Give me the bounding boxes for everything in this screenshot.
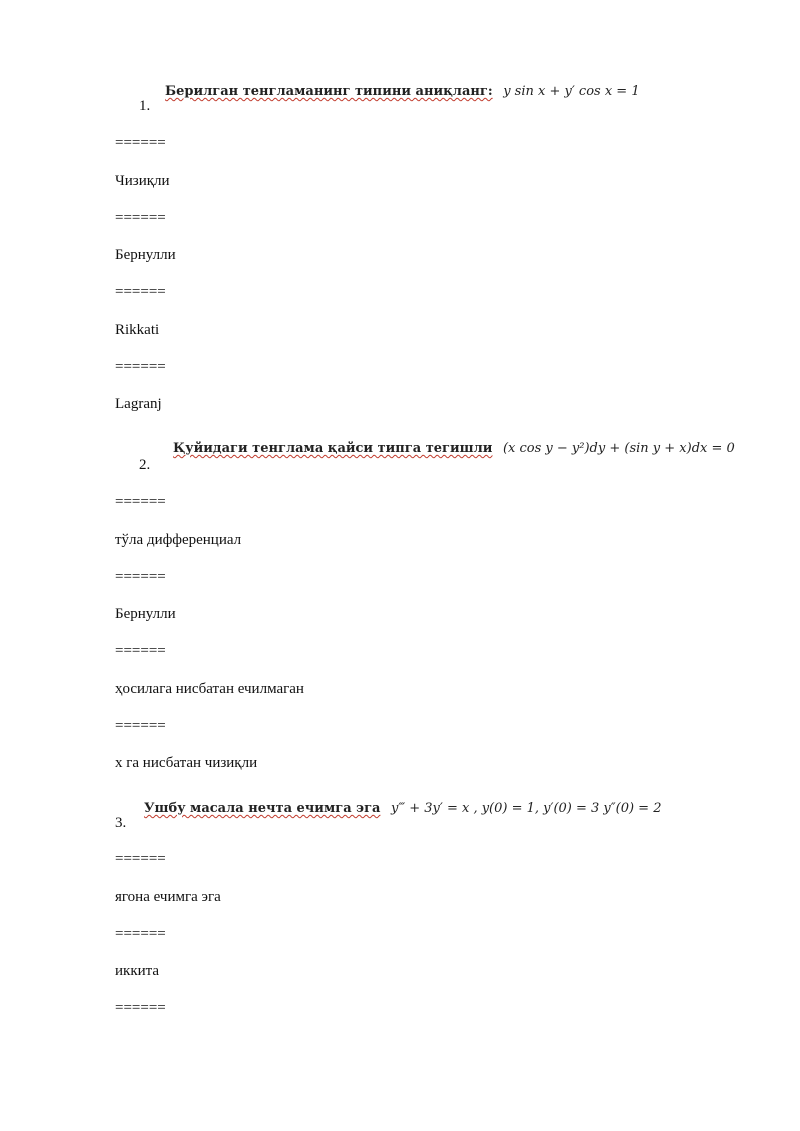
separator: ====== (115, 210, 166, 226)
question-1-option-2: Бернулли (115, 247, 176, 263)
separator: ====== (115, 569, 166, 585)
question-2-option-4: х га нисбатан чизиқли (115, 755, 258, 771)
separator: ====== (115, 135, 166, 151)
separator: ====== (115, 1000, 166, 1016)
question-2-prompt-image (173, 441, 735, 456)
question-2-option-3: ҳосилага нисбатан ечилмаган (115, 681, 304, 697)
question-2-option-2: Бернулли (115, 606, 176, 622)
separator: ====== (115, 284, 166, 300)
question-1-number: 1. (139, 98, 151, 114)
question-3-option-1: ягона ечимга эга (115, 889, 221, 905)
separator: ====== (115, 643, 166, 659)
question-3-equation: y‴ + 3y′ = x , y(0) = 1, y′(0) = 3 y″(0) = 2 (391, 801, 662, 816)
separator: ====== (115, 851, 166, 867)
question-2-prompt: Қуйидаги тенглама қайси типга тегишли (173, 441, 493, 456)
separator: ====== (115, 359, 166, 375)
separator: ====== (115, 718, 166, 734)
separator: ====== (115, 926, 166, 942)
question-3-option-2: иккита (115, 963, 160, 979)
question-1-prompt-image (165, 84, 640, 99)
question-2-equation: (x cos y − y²)dy + (sin y + x)dx = 0 (502, 441, 735, 456)
question-2-number: 2. (139, 457, 151, 473)
question-1-prompt: Берилган тенгламанинг типини аниқланг: (165, 84, 493, 99)
question-1-option-1: Чизиқли (115, 173, 170, 189)
question-3-prompt: Ушбу масала нечта ечимга эга (144, 801, 381, 816)
separator: ====== (115, 494, 166, 510)
question-3-number: 3. (115, 815, 127, 831)
question-1-option-4: Lagranj (115, 396, 162, 412)
question-2-option-1: тўла дифференциал (115, 532, 242, 548)
question-3-prompt-image (144, 801, 661, 816)
question-1-option-3: Rikkati (115, 322, 160, 338)
question-1-equation: y sin x + y′ cos x = 1 (503, 84, 640, 99)
